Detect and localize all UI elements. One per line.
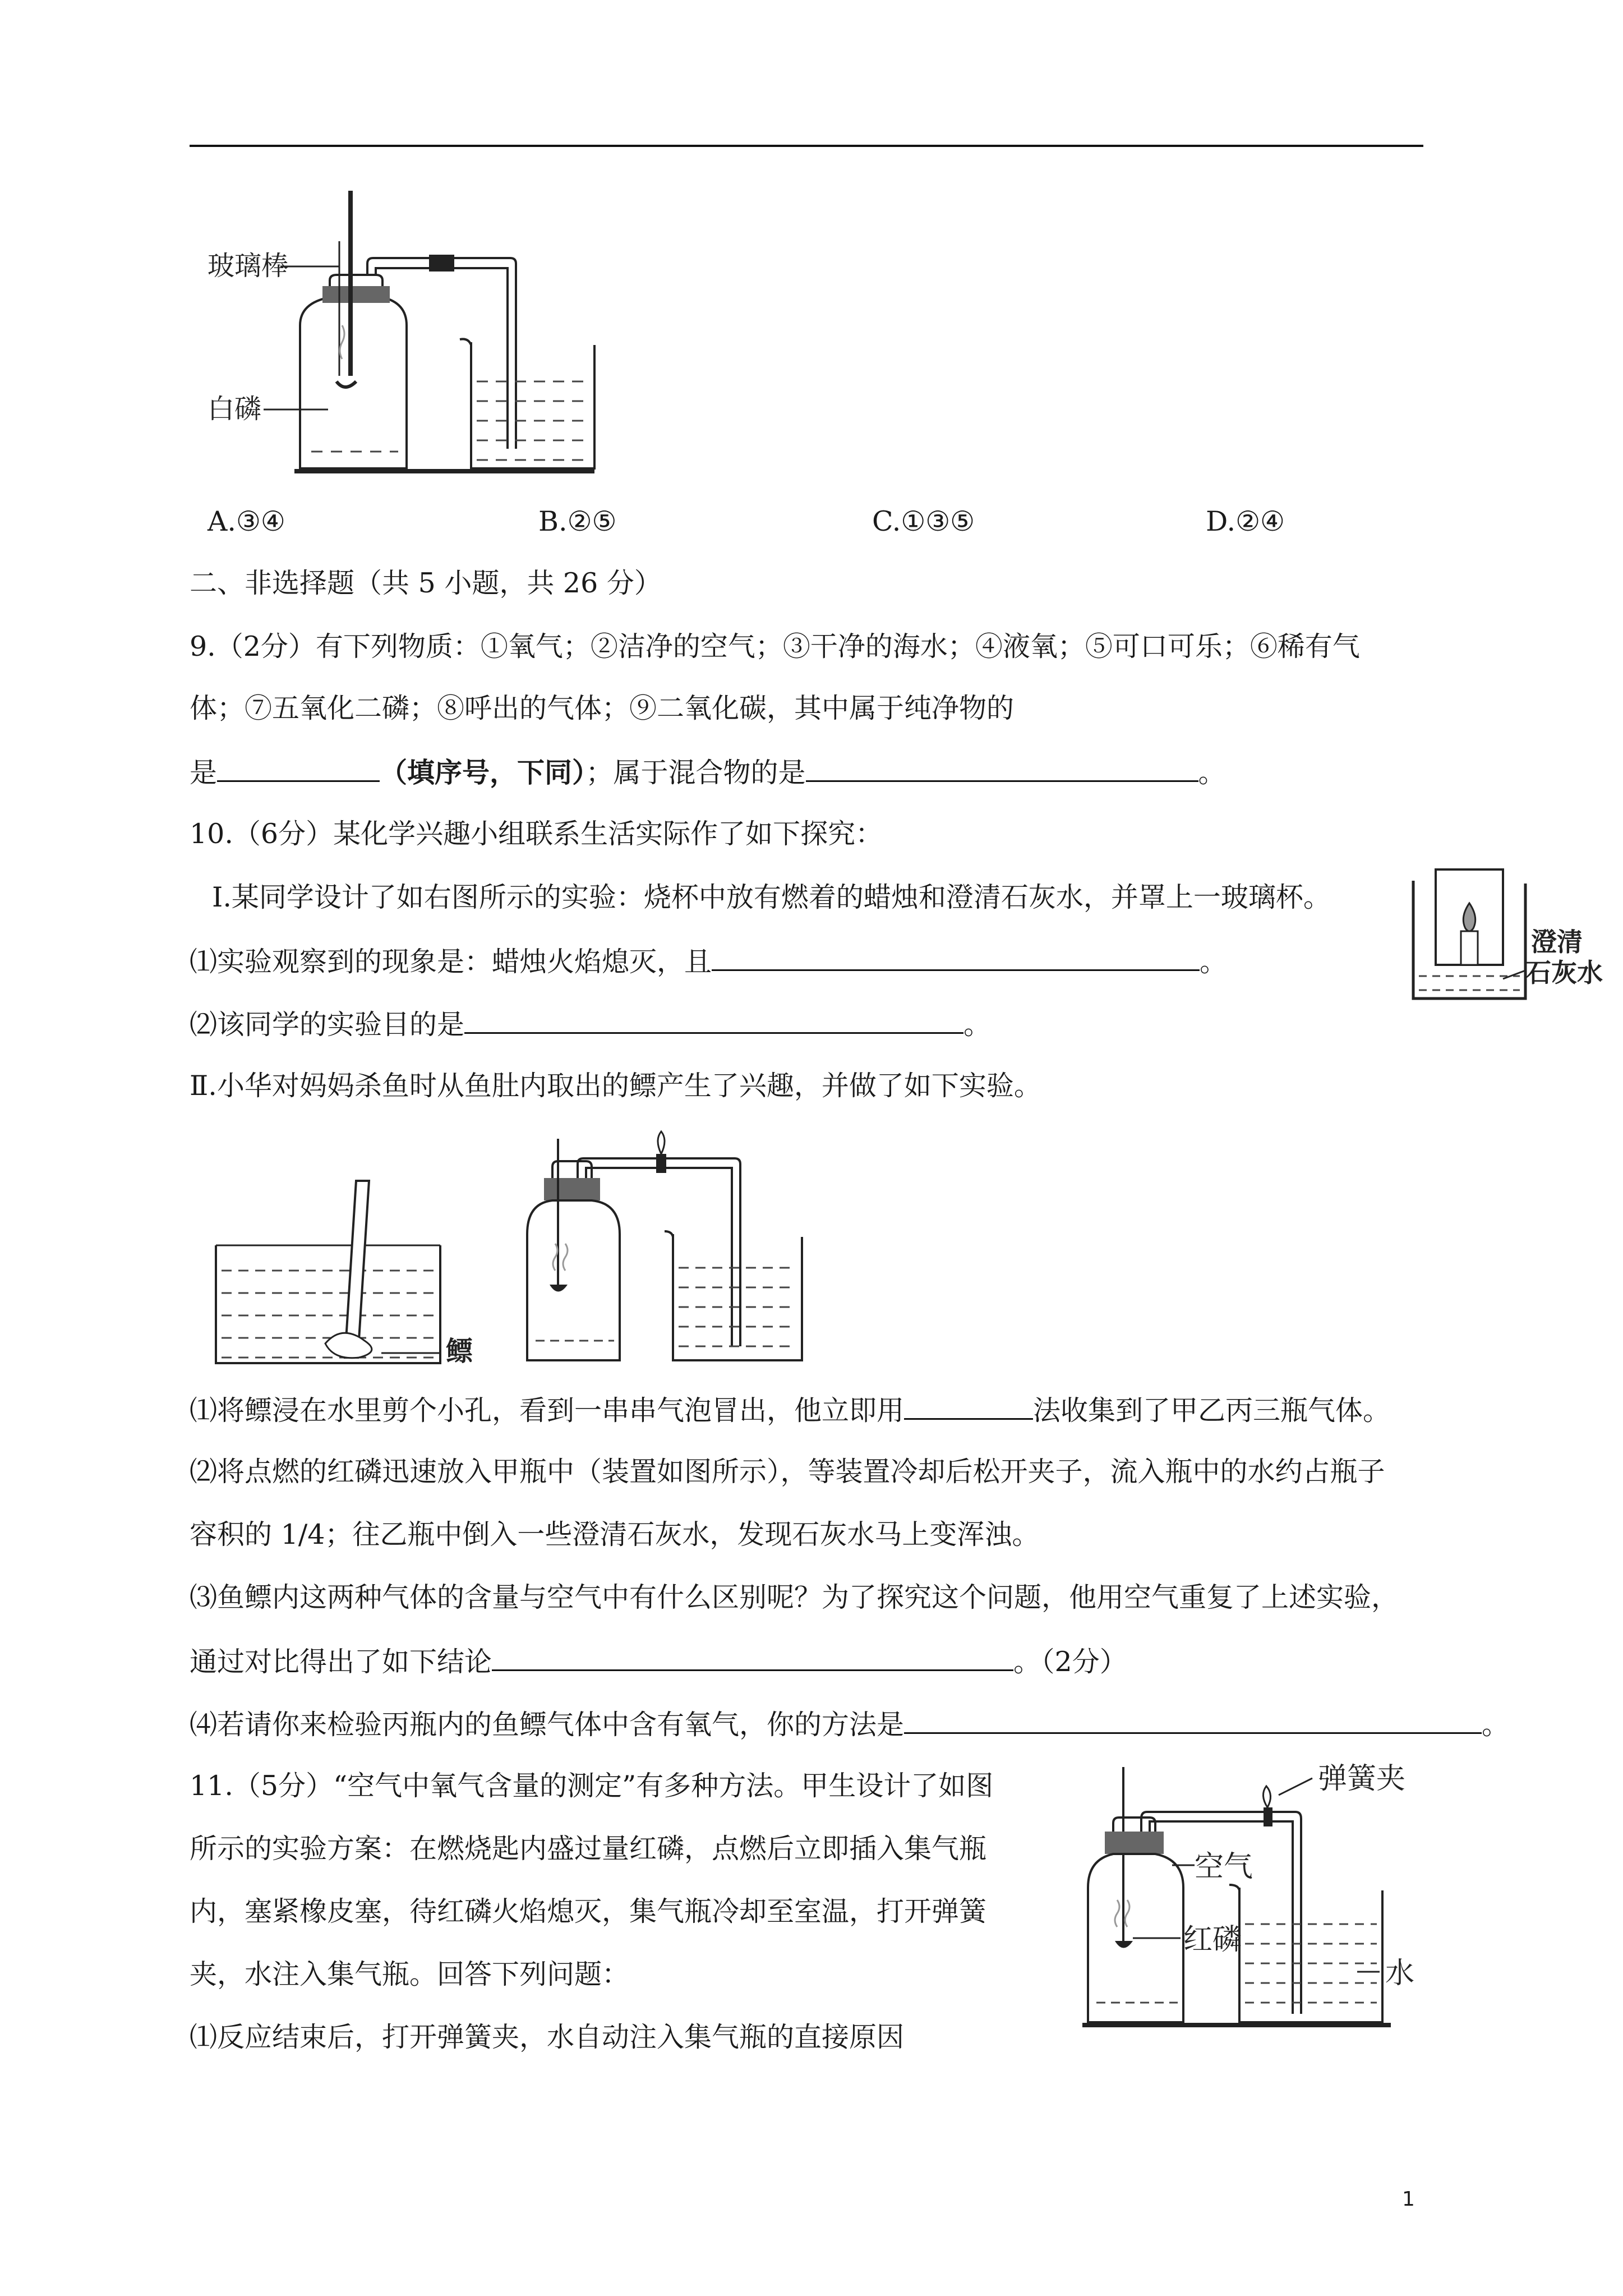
q9-prefix: 是 — [190, 757, 218, 789]
spring-clip-label: 弹簧夹 — [1318, 1762, 1406, 1796]
q11-line4: 夹，水注入集气瓶。回答下列问题： — [190, 1958, 630, 1990]
q10-p2-q1-text-b: 法收集到了甲乙丙三瓶气体。 — [1033, 1395, 1391, 1427]
figure-fish-bladder — [213, 1122, 505, 1374]
page-number: 1 — [1402, 2188, 1415, 2211]
q10-p2-q3-text: 通过对比得出了如下结论 — [190, 1646, 492, 1678]
q10-p2-q3-line1: ⑶鱼鳔内这两种气体的含量与空气中有什么区别呢？为了探究这个问题，他用空气重复了上述实验， — [190, 1581, 1399, 1613]
q9-blank-pure[interactable] — [217, 754, 380, 782]
limewater-label-1: 澄清 — [1531, 927, 1583, 957]
section-heading: 二、非选择题（共 5 小题，共 26 分） — [190, 567, 662, 599]
q11-line1: 11.（5分）“空气中氧气含量的测定”有多种方法。甲生设计了如图 — [190, 1770, 994, 1802]
q9-mixture-label: ；属于混合物的是 — [585, 757, 806, 789]
q10-p2-q4-end: 。 — [1482, 1709, 1510, 1741]
q10-p2-q4-text: ⑷若请你来检验丙瓶内的鱼鳔气体中含有氧气，你的方法是 — [190, 1709, 905, 1741]
q9-line2: 体；⑦五氧化二磷；⑧呼出的气体；⑨二氧化碳，其中属于纯净物的 — [190, 692, 1015, 724]
q10-p1-q2-text: ⑵该同学的实验目的是 — [190, 1009, 465, 1041]
q10-p1-q2-end: 。 — [963, 1009, 992, 1041]
header-rule — [190, 145, 1423, 147]
q11-line3: 内，塞紧橡皮塞，待红磷火焰熄灭，集气瓶冷却至室温，打开弹簧 — [190, 1895, 987, 1927]
bladder-label: 鳔 — [446, 1336, 473, 1367]
q10-part2: Ⅱ.小华对妈妈杀鱼时从鱼肚内取出的鳔产生了兴趣，并做了如下实验。 — [190, 1070, 1041, 1102]
q9-end: 。 — [1198, 757, 1226, 789]
air-label: 空气 — [1195, 1850, 1253, 1884]
q10-p2-q2-line1: ⑵将点燃的红磷迅速放入甲瓶中（装置如图所示），等装置冷却后松开夹子，流入瓶中的水约占瓶子 — [190, 1456, 1385, 1488]
q9-line1: 9.（2分）有下列物质：①氧气；②洁净的空气；③干净的海水；④液氧；⑤可口可乐；⑥稀有气 — [190, 631, 1360, 662]
choice-d: D.②④ — [1206, 505, 1285, 537]
choice-b: B.②⑤ — [538, 505, 617, 537]
figure-white-phosphorus-apparatus — [208, 191, 611, 482]
red-phosphorus-label: 红磷 — [1183, 1923, 1242, 1957]
q11-line2: 所示的实验方案：在燃烧匙内盛过量红磷，点燃后立即插入集气瓶 — [190, 1833, 987, 1865]
q10-intro: 10.（6分）某化学兴趣小组联系生活实际作了如下探究： — [190, 818, 883, 850]
q10-p1-q2-blank[interactable] — [464, 1006, 963, 1034]
water-label: 水 — [1385, 1957, 1415, 1990]
figure-candle-limewater — [1405, 858, 1618, 1004]
choice-a: A.③④ — [208, 505, 285, 537]
q10-p1-q1-text: ⑴实验观察到的现象是：蜡烛火焰熄灭，且 — [190, 946, 712, 978]
limewater-label-2: 石灰水 — [1525, 958, 1603, 988]
q9-note: （填序号，下同） — [380, 756, 586, 789]
phosphorus-label: 白磷 — [208, 393, 262, 425]
q10-p1-q2 — [190, 1006, 991, 1042]
q10-p2-q4 — [190, 1706, 1509, 1742]
q10-p2-q3-blank[interactable] — [492, 1644, 1013, 1671]
q10-p2-q4-blank[interactable] — [904, 1706, 1482, 1734]
q10-p2-q1-text: ⑴将鳔浸在水里剪个小孔，看到一串串气泡冒出，他立即用 — [190, 1395, 905, 1427]
figure-bottle-apparatus — [522, 1122, 813, 1369]
q9-blank-mixture[interactable] — [806, 754, 1198, 782]
q9-line3 — [190, 754, 1226, 790]
q10-p1-q1-end: 。 — [1200, 946, 1228, 978]
q10-p2-q1-blank[interactable] — [904, 1392, 1033, 1420]
rod-label: 玻璃棒 — [208, 250, 289, 282]
q10-p2-q3-end: 。（2分） — [1013, 1646, 1127, 1678]
q10-part1: Ⅰ.某同学设计了如右图所示的实验：烧杯中放有燃着的蜡烛和澄清石灰水，并罩上一玻璃杯。 — [212, 881, 1331, 913]
q10-p2-q1 — [190, 1392, 1390, 1428]
choice-c: C.①③⑤ — [872, 505, 975, 537]
figure-oxygen-measurement — [1077, 1762, 1469, 2036]
q11-line5: ⑴反应结束后，打开弹簧夹，水自动注入集气瓶的直接原因 — [190, 2021, 905, 2053]
q10-p1-q1 — [190, 944, 1227, 979]
q10-p1-q1-blank[interactable] — [712, 944, 1200, 971]
q10-p2-q2-line2: 容积的 1/4；往乙瓶中倒入一些澄清石灰水，发现石灰水马上变浑浊。 — [190, 1519, 1040, 1550]
q10-p2-q3-line2 — [190, 1644, 1127, 1679]
